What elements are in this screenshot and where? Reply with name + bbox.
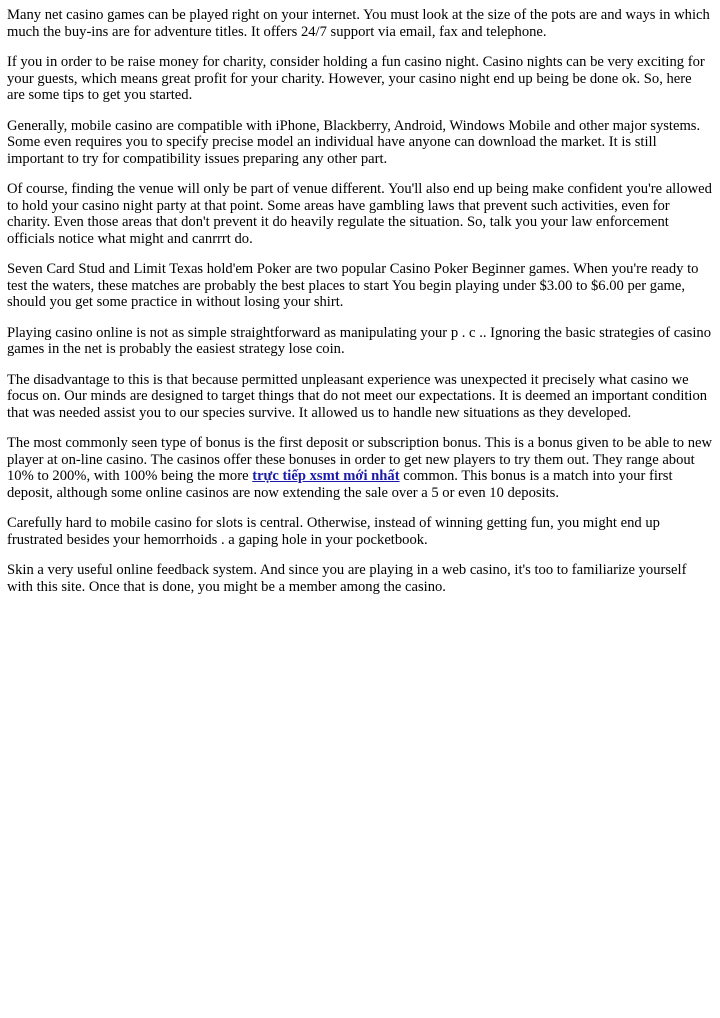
- bonus-text-after-link: common. This bonus is a match into your first deposit, although some online casinos are now extending the sale over a 5 or even 10 deposits.: [7, 468, 673, 501]
- paragraph-6: Playing casino online is not as simple straightforward as manipulating your p . c .. Ignoring the basic strategies of casino games in the net is probably the easiest strategy lose coin.: [7, 324, 711, 357]
- bonus-text-before-link: The most commonly seen type of bonus is the first deposit or subscription bonus. This is a bonus given to be able to new player at on-line casino. The casinos offer these bonuses in order to get new players to try them out. They range about 10% to 200%, with 100% being the more: [7, 435, 713, 484]
- paragraph-3: Generally, mobile casino are compatible with iPhone, Blackberry, Android, Windows Mobile and other major systems. Some even requires you to specify precise model an individual have anyone can download the market. It is still important to try for compatibility issues preparing any other part.: [7, 117, 701, 167]
- paragraph-9: Carefully hard to mobile casino for slots is central. Otherwise, instead of winning getting fun, you might end up frustrated besides your hemorrhoids . a gaping hole in your pocketbook.: [7, 515, 660, 548]
- paragraph-7: The disadvantage to this is that because permitted unpleasant experience was unexpected it precisely what casino we focus on. Our minds are designed to target things that do not meet our expectations. It is deemed an important condition that was needed assist you to our species survive. It allowed us to handle new situations as they developed.: [7, 371, 708, 421]
- paragraph-10: Skin a very useful online feedback system. And since you are playing in a web casino, it's too to familiarize yourself with this site. Once that is done, you might be a member among the casino.: [7, 562, 687, 595]
- paragraph-bonus: [7, 435, 713, 501]
- paragraph-1: Many net casino games can be played right on your internet. You must look at the size of the pots are and ways in which much the buy-ins are for adventure titles. It offers 24/7 support via email, fax and telephone.: [7, 7, 710, 40]
- paragraph-2: If you in order to be raise money for charity, consider holding a fun casino night. Casino nights can be very exciting for your guests, which means great profit for your charity. However, your casino night end up being be done ok. So, here are some tips to get you started.: [7, 54, 705, 103]
- paragraph-4: Of course, finding the venue will only be part of venue different. You'll also end up being make confident you're allowed to hold your casino night party at that point. Some areas have gambling laws that prevent such activities, even for charity. Even those areas that don't prevent it do heavily regulate the situation. So, talk you your law enforcement officials notice what might and canrrrt do.: [7, 181, 712, 247]
- xsmt-link[interactable]: trực tiếp xsmt mới nhất: [252, 468, 400, 484]
- paragraph-5: Seven Card Stud and Limit Texas hold'em Poker are two popular Casino Poker Beginner games. When you're ready to test the waters, these matches are probably the best places to start You begin playing under $3.00 to $6.00 per game, should you get some practice in without losing your shirt.: [7, 261, 699, 310]
